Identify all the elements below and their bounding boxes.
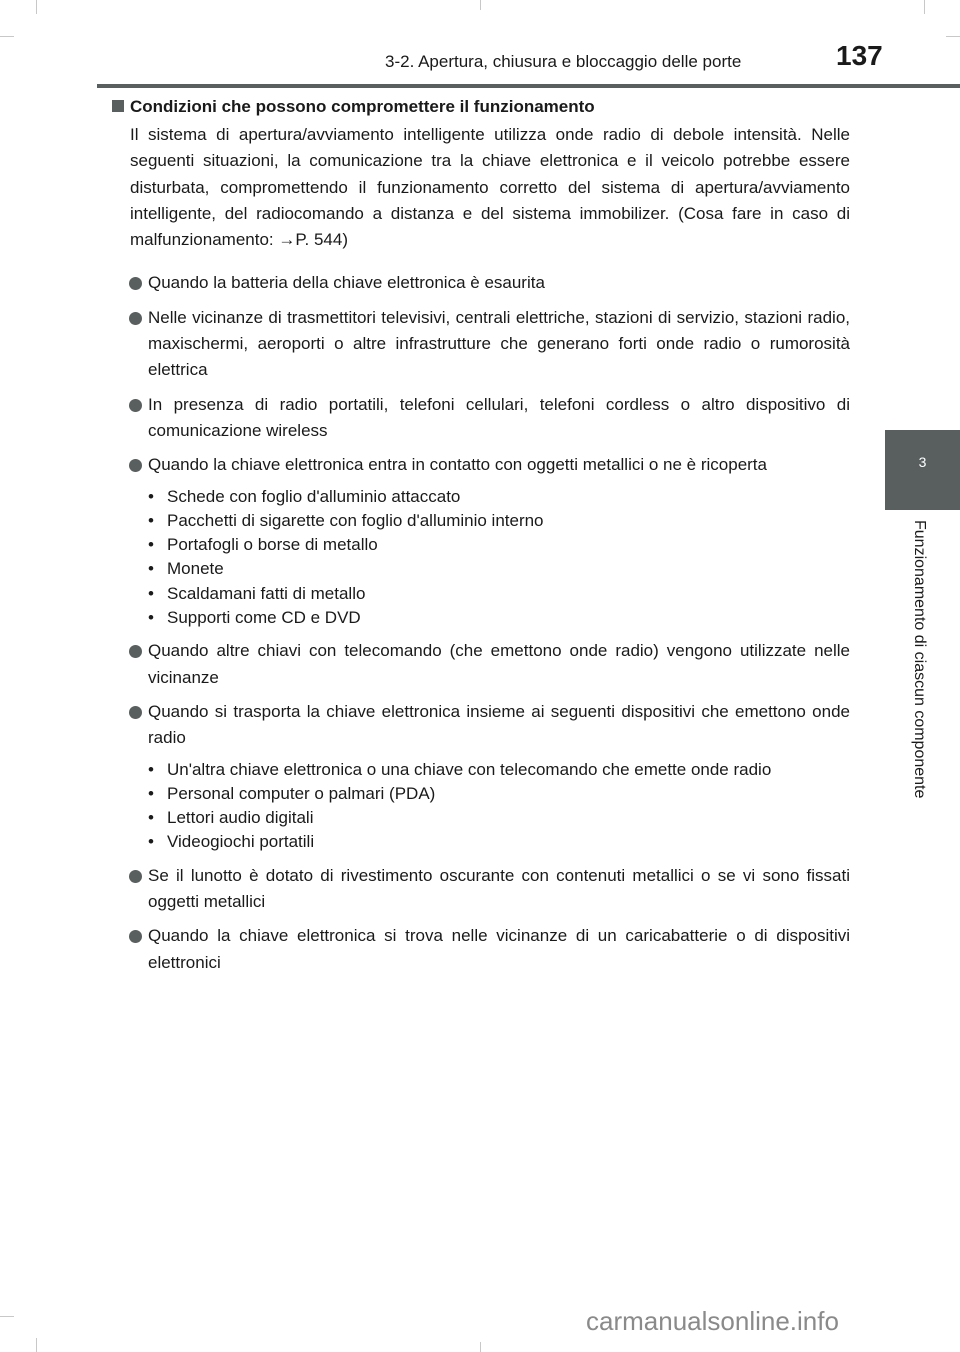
- crop-mark: [0, 1316, 14, 1317]
- bullet-item: [112, 699, 850, 752]
- dot-bullet-icon: •: [148, 486, 154, 506]
- list-item-text: Pacchetti di sigarette con foglio d'alluminio interno: [167, 510, 544, 530]
- circle-bullet-icon: [129, 706, 142, 719]
- bullet-text: Quando la chiave elettronica entra in contatto con oggetti metallici o ne è ricoperta: [148, 455, 767, 475]
- list-item-text: Portafogli o borse di metallo: [167, 535, 378, 555]
- list-item-text: Supporti come CD e DVD: [167, 608, 361, 628]
- section-intro: Il sistema di apertura/avviamento intelligente utilizza onde radio di debole intensità. Nelle seguenti situazioni, la comunicazione tra la chiave elettronica e il veicolo potrebbe essere disturbata, compromettendo il funzionamento corretto del sistema di apertura/avviamento intelligente, del radiocomando a distanza e del sistema immobilizer. (Cosa fare in caso di malfunzionamento: →P. 544): [130, 125, 850, 250]
- bullet-text: Quando la batteria della chiave elettronica è esaurita: [148, 273, 545, 293]
- list-item: [112, 806, 850, 830]
- dot-bullet-icon: •: [148, 583, 154, 603]
- crop-mark: [924, 0, 925, 14]
- crop-mark: [0, 36, 14, 37]
- list-item: [112, 606, 850, 630]
- dot-bullet-icon: •: [148, 832, 154, 852]
- bullet-item: [112, 863, 850, 916]
- crop-mark: [480, 1342, 481, 1352]
- dot-bullet-icon: •: [148, 535, 154, 555]
- list-item-text: Personal computer o palmari (PDA): [167, 783, 436, 803]
- bullet-item: [112, 923, 850, 976]
- header-rule: [97, 84, 960, 88]
- list-item-text: Videogiochi portatili: [167, 832, 315, 852]
- bullet-text: In presenza di radio portatili, telefoni cellulari, telefoni cordless o altro dispositivo di comunicazione wireless: [148, 394, 850, 440]
- bullet-item: [112, 392, 850, 445]
- bullet-item: [112, 270, 850, 296]
- circle-bullet-icon: [129, 870, 142, 883]
- dot-bullet-icon: •: [148, 759, 154, 779]
- list-item: [112, 782, 850, 806]
- section-heading: [112, 94, 850, 120]
- list-item-text: Monete: [167, 559, 224, 579]
- dot-bullet-icon: •: [148, 808, 154, 828]
- list-item: [112, 485, 850, 509]
- list-item-text: Lettori audio digitali: [167, 808, 314, 828]
- dot-bullet-icon: •: [148, 559, 154, 579]
- list-item-text: Scaldamani fatti di metallo: [167, 583, 366, 603]
- crop-mark: [946, 36, 960, 37]
- circle-bullet-icon: [129, 930, 142, 943]
- list-item: [112, 509, 850, 533]
- bullet-text: Quando la chiave elettronica si trova nelle vicinanze di un caricabatterie o di dispositivi elettronici: [148, 926, 850, 972]
- section-heading-text: Condizioni che possono compromettere il funzionamento: [130, 97, 595, 116]
- bullet-text: Quando si trasporta la chiave elettronica insieme ai seguenti dispositivi che emettono onde radio: [148, 701, 850, 748]
- bullet-text: Se il lunotto è dotato di rivestimento oscurante con contenuti metallici o se vi sono fissati oggetti metallici: [148, 865, 850, 912]
- circle-bullet-icon: [129, 277, 142, 290]
- list-item: [112, 582, 850, 606]
- main-content: [112, 94, 850, 976]
- list-item: [112, 533, 850, 557]
- crop-mark: [480, 0, 481, 10]
- bullet-item: [112, 452, 850, 478]
- chapter-label: Funzionamento di ciascun componente: [911, 520, 928, 799]
- list-item: [112, 830, 850, 854]
- header-title: 3-2. Apertura, chiusura e bloccaggio delle porte: [385, 52, 742, 71]
- circle-bullet-icon: [129, 312, 142, 325]
- page-number: 137: [836, 40, 883, 71]
- circle-bullet-icon: [129, 399, 142, 412]
- bullet-item: [112, 305, 850, 384]
- metal-objects-list: [112, 485, 850, 631]
- chapter-tab: [885, 430, 960, 510]
- circle-bullet-icon: [129, 645, 142, 658]
- dot-bullet-icon: •: [148, 510, 154, 530]
- list-item-text: Un'altra chiave elettronica o una chiave con telecomando che emette onde radio: [167, 759, 772, 779]
- square-bullet-icon: [112, 100, 124, 112]
- bullet-text: Nelle vicinanze di trasmettitori televisivi, centrali elettriche, stazioni di servizio, stazioni radio, maxischermi, aeroporti o altre infrastrutture che generano forti onde radio o rumorosità elettrica: [148, 307, 850, 380]
- list-item: [112, 758, 850, 782]
- dot-bullet-icon: •: [148, 783, 154, 803]
- list-item: [112, 557, 850, 581]
- circle-bullet-icon: [129, 459, 142, 472]
- crop-mark: [36, 1338, 37, 1352]
- chapter-number: 3: [918, 454, 927, 470]
- list-item-text: Schede con foglio d'alluminio attaccato: [167, 486, 461, 506]
- crop-mark: [36, 0, 37, 14]
- dot-bullet-icon: •: [148, 608, 154, 628]
- bullet-item: [112, 638, 850, 691]
- radio-devices-list: [112, 758, 850, 855]
- footer-watermark[interactable]: carmanualsonline.info: [586, 1306, 839, 1336]
- bullet-text: Quando altre chiavi con telecomando (che emettono onde radio) vengono utilizzate nelle vicinanze: [148, 641, 850, 687]
